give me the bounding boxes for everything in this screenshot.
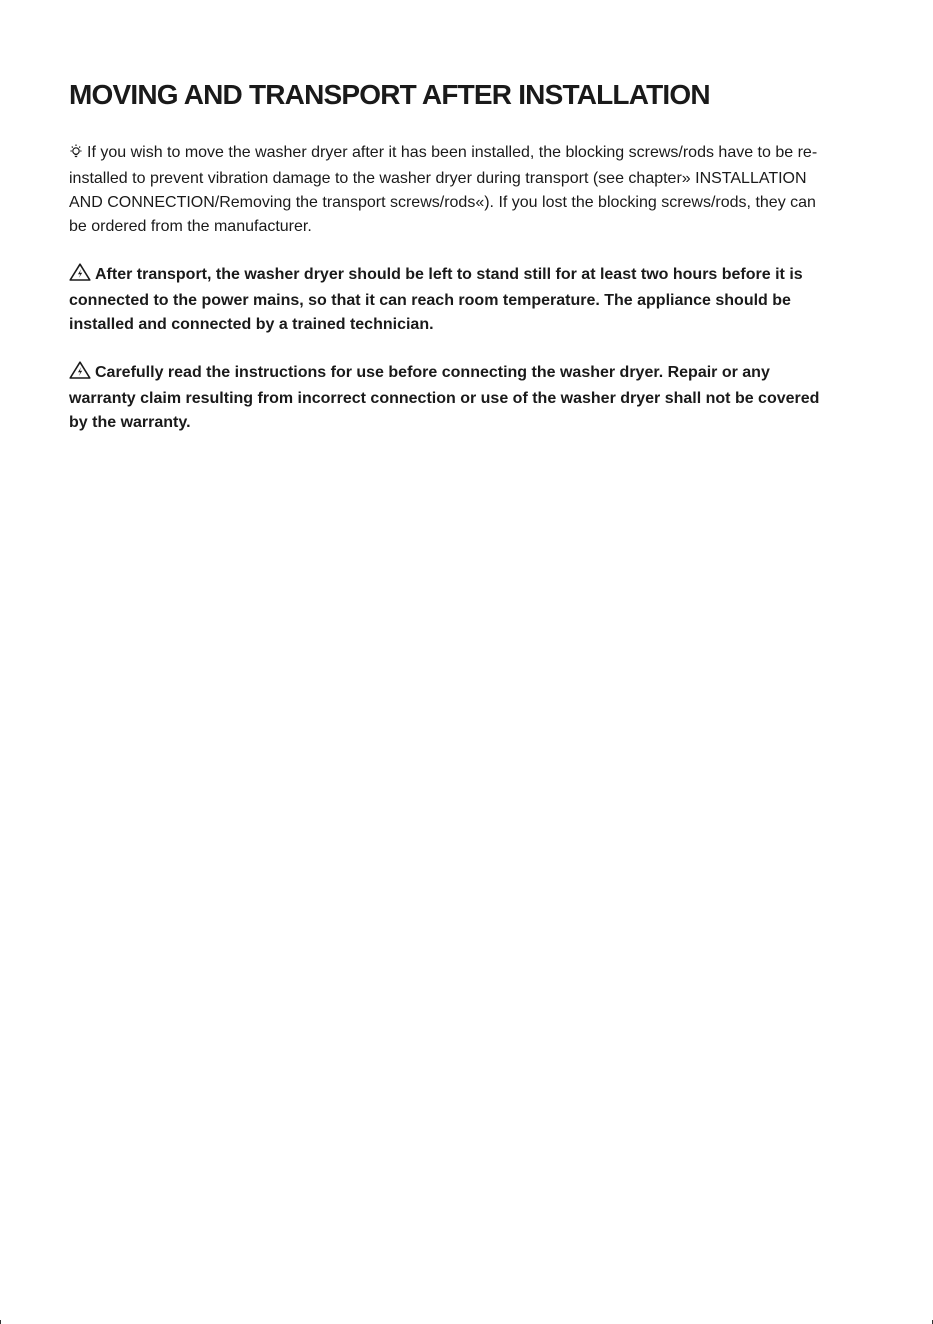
warning-paragraph-instructions-text: Carefully read the instructions for use before connecting the washer dryer. Repair or any warranty claim resulting from incorrect connection or use of the washer dryer shall not be covered by the warranty. (69, 364, 820, 431)
lightbulb-tip-icon (69, 143, 83, 167)
warning-paragraph-transport-text: After transport, the washer dryer should be left to stand still for at least two hours before it is connected to the power mains, so that it can reach room temperature. The appliance should be installed and connected by a trained technician. (69, 266, 803, 333)
warning-paragraph-transport (69, 263, 829, 337)
document-page (69, 78, 829, 459)
tip-paragraph-text: If you wish to move the washer dryer after it has been installed, the blocking screws/rods have to be re-installed to prevent vibration damage to the washer dryer during transport (see chapter» INSTALLATION AND CONNECTION/Removing the transport screws/rods«). If you lost the blocking screws/rods, they can be ordered from the manufacturer. (69, 144, 818, 235)
warning-electric-icon (69, 263, 91, 289)
tip-paragraph (69, 141, 829, 239)
warning-electric-icon (69, 361, 91, 387)
page-title: MOVING AND TRANSPORT AFTER INSTALLATION (69, 79, 710, 110)
crop-mark-left (0, 1320, 1, 1324)
warning-paragraph-instructions (69, 361, 829, 435)
